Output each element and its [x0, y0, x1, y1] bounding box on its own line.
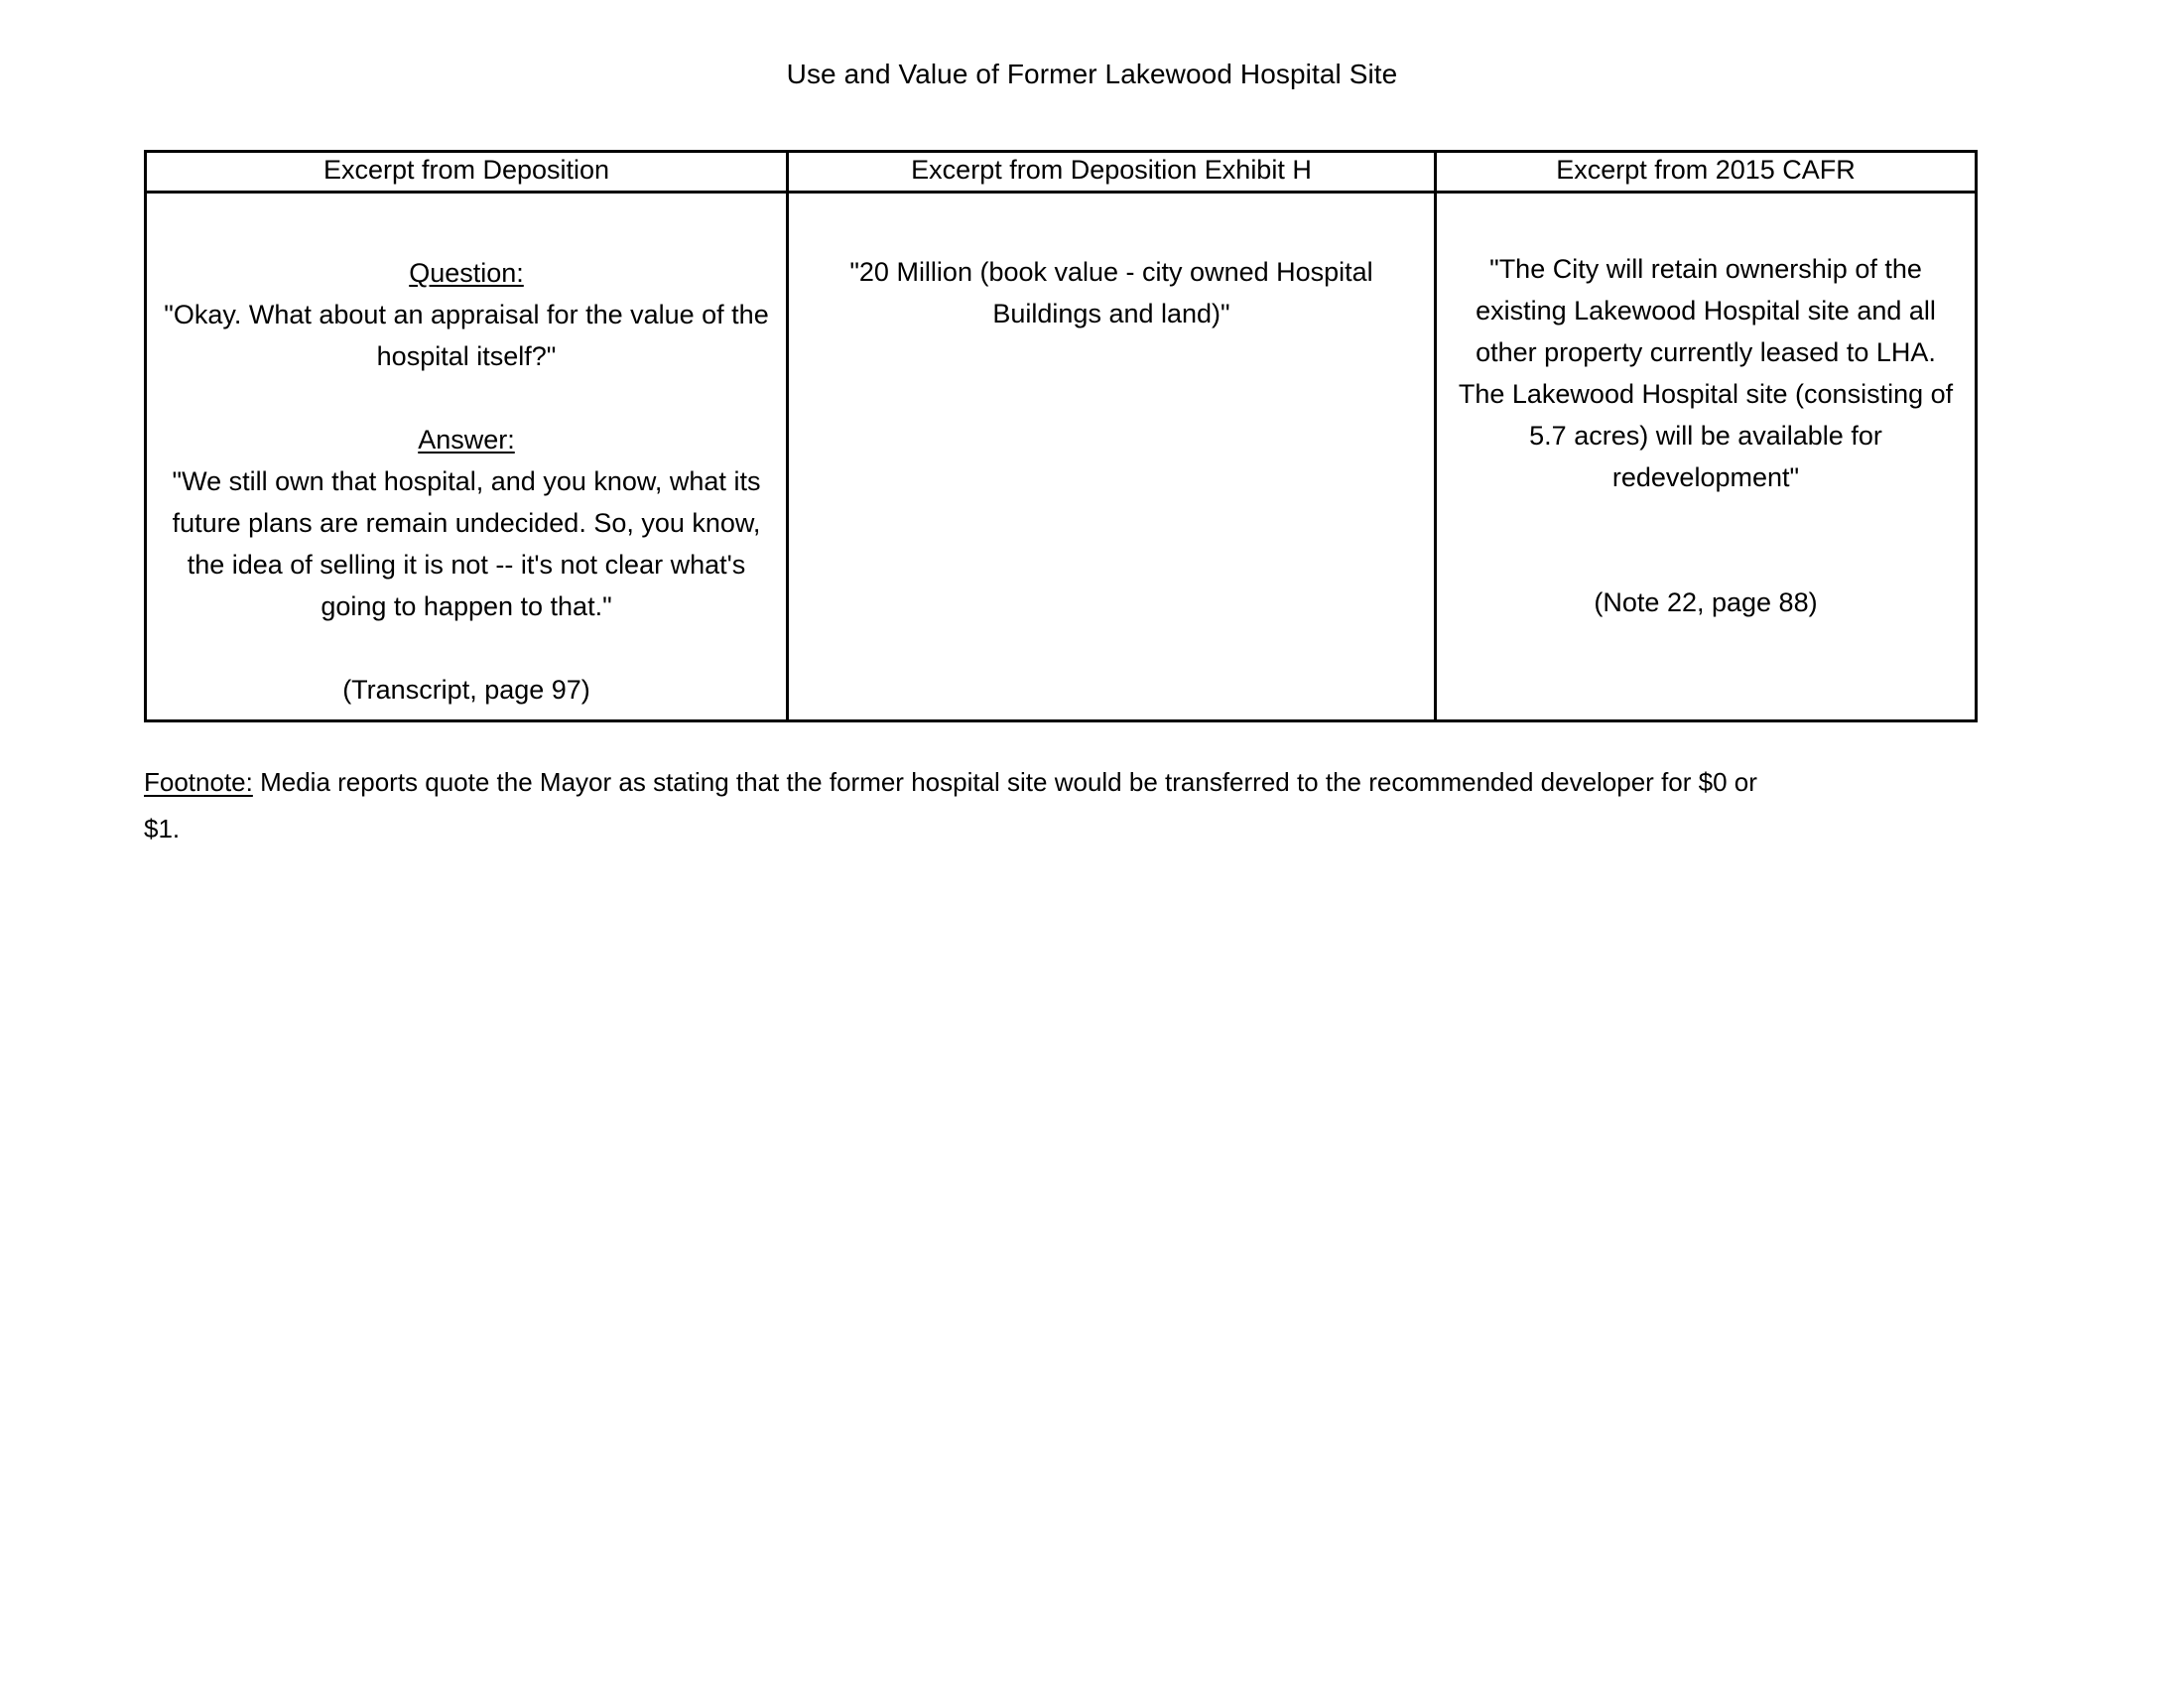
column-header-excerpt-from-2015-cafr: Excerpt from 2015 CAFR [1436, 152, 1977, 193]
table-header-row [146, 152, 1977, 193]
page-title: Use and Value of Former Lakewood Hospital Site [786, 59, 1398, 89]
exhibit-h-text: "20 Million (book value - city owned Hospital Buildings and land)" [849, 257, 1373, 328]
cell-exhibit-h-excerpt [788, 193, 1436, 721]
cell-deposition-content [147, 194, 786, 711]
table-border-scan-gap [1924, 465, 1930, 509]
deposition-answer-label: Answer: [418, 425, 515, 454]
column-header-excerpt-from-deposition: Excerpt from Deposition [146, 152, 788, 193]
table-row [146, 193, 1977, 721]
cell-cafr-excerpt [1436, 193, 1977, 721]
deposition-question-label-line [161, 252, 772, 294]
footnote-text: Media reports quote the Mayor as stating that the former hospital site would be transferred to the recommended developer for $0 or $1. [144, 767, 1757, 844]
spacer-line [161, 377, 772, 419]
spacer-line [1451, 498, 1961, 582]
table-header-row-group [146, 152, 1977, 193]
cell-exhibit-h-content [789, 194, 1434, 334]
footnote-label: Footnote: [144, 767, 253, 797]
deposition-answer-label-line [161, 419, 772, 460]
deposition-question-text: "Okay. What about an appraisal for the value of the hospital itself?" [164, 300, 769, 371]
spacer-line [161, 627, 772, 669]
footnote [144, 759, 1771, 852]
deposition-citation: (Transcript, page 97) [342, 675, 590, 705]
cell-deposition-excerpt [146, 193, 788, 721]
comparison-table [144, 150, 1978, 722]
cafr-text: "The City will retain ownership of the existing Lakewood Hospital site and all other property currently leased to LHA. The Lakewood Hospital site (consisting of 5.7 acres) will be available for redevelopment" [1458, 254, 1954, 492]
deposition-answer-text: "We still own that hospital, and you know, what its future plans are remain undecided. So, you know, the idea of selling it is not -- it's not clear what's going to happen to that." [172, 466, 761, 621]
deposition-question-label: Question: [409, 258, 524, 288]
cafr-citation: (Note 22, page 88) [1594, 587, 1818, 617]
cell-cafr-content [1437, 194, 1975, 623]
comparison-table-container [144, 150, 1954, 722]
table-body [146, 193, 1977, 721]
column-header-excerpt-from-deposition-exhibit-h: Excerpt from Deposition Exhibit H [788, 152, 1436, 193]
